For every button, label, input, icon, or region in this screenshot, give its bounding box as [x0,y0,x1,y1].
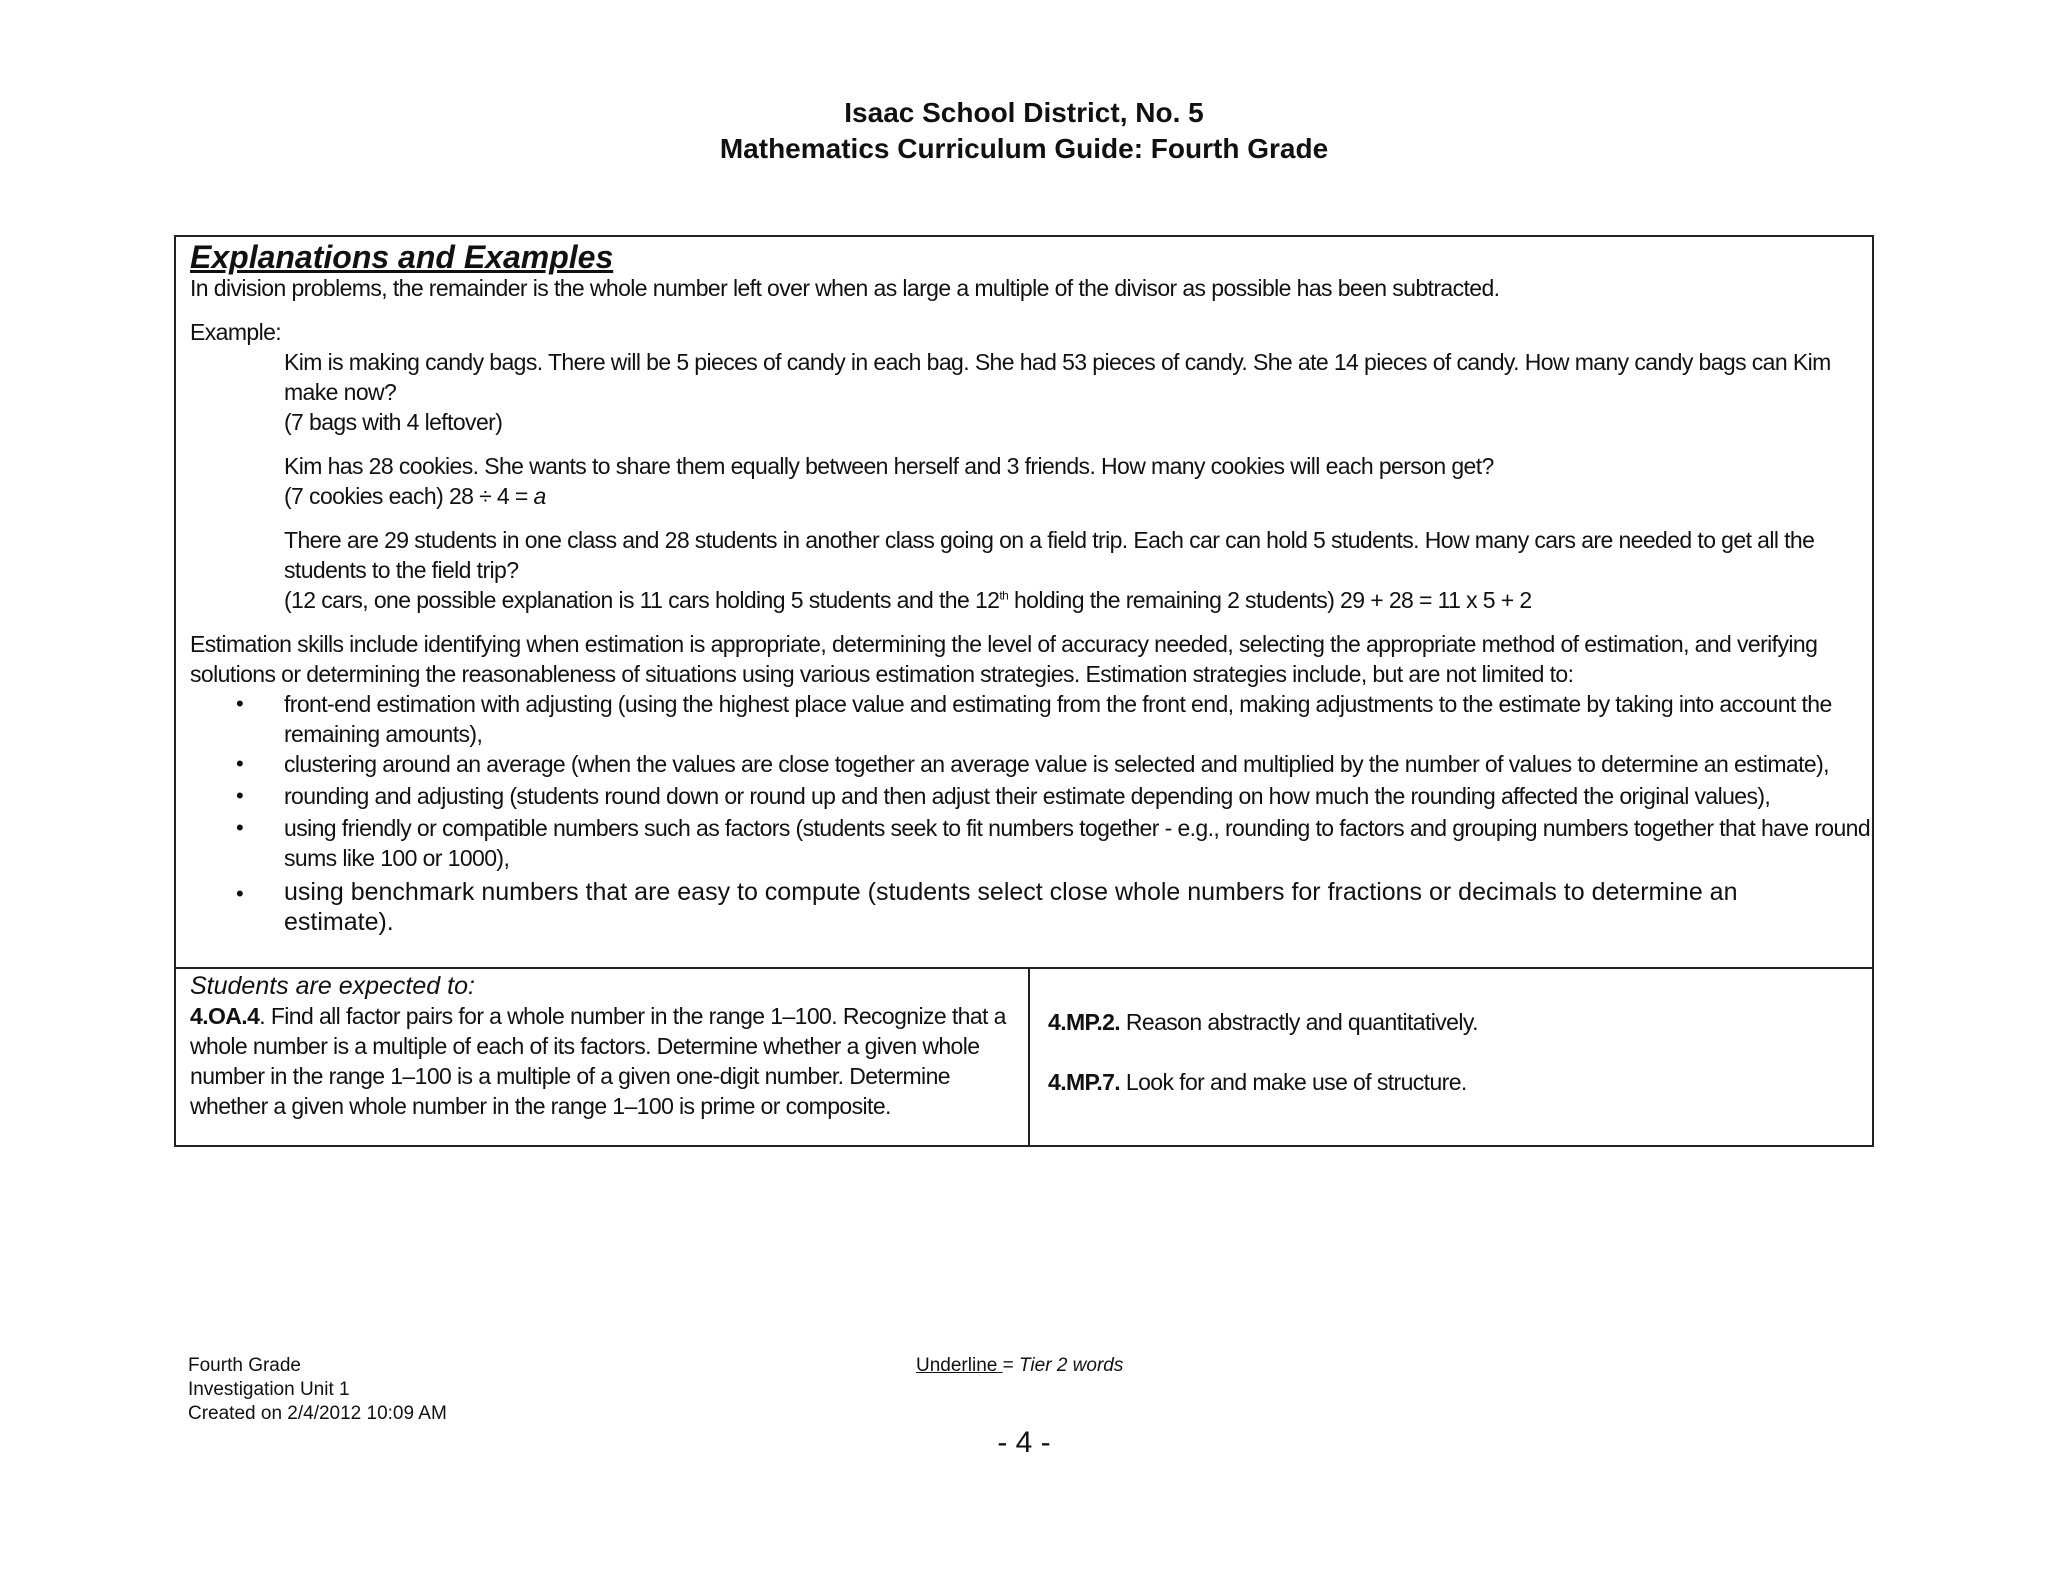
example-1-line: make now? [284,379,397,405]
guide-title: Mathematics Curriculum Guide: Fourth Grade [719,133,1329,164]
strategy-item: remaining amounts), [284,721,483,747]
example-label: Example: [190,319,282,345]
standard-text: 4.OA.4. Find all factor pairs for a whole number in the range 1–100. Recognize that a [190,1003,1006,1029]
strategy-item: clustering around an average (when the values are close together an average value is selected and multiplied by the number of values to determine an estimate), [284,751,1829,777]
strategy-item: front-end estimation with adjusting (using the highest place value and estimating from the front end, making adjustments to the estimate by taking into account the [284,691,1832,717]
standard-text: number in the range 1–100 is a multiple of a given one-digit number. Determine [190,1063,950,1089]
footer-grade: Fourth Grade [188,1355,301,1376]
example-3-line: There are 29 students in one class and 28 students in another class going on a field trip. Each car can hold 5 students. How many cars are needed to get all the [284,527,1815,553]
example-1-line: Kim is making candy bags. There will be 5 pieces of candy in each bag. She had 53 pieces of candy. She ate 14 pieces of candy. How many candy bags can Kim [284,349,1831,375]
intro-text: In division problems, the remainder is the whole number left over when as large a multiple of the divisor as possible has been subtracted. [190,275,1500,301]
example-3-line: students to the field trip? [284,557,519,583]
strategy-item: sums like 100 or 1000), [284,845,510,871]
standards-section [176,969,1872,1145]
footer-unit: Investigation Unit 1 [188,1379,350,1400]
page-number: - 4 - [997,1426,1051,1459]
bullet-icon: • [236,751,244,776]
standard-text: whether a given whole number in the range 1–100 is prime or composite. [190,1093,891,1119]
explanations-section [176,237,1872,969]
strategy-item: using benchmark numbers that are easy to compute (students select close whole numbers for fractions or decimals to determine an [284,878,1738,906]
district-title: Isaac School District, No. 5 [844,97,1204,128]
column-divider [1028,969,1030,1145]
bullet-icon: • [236,691,244,716]
strategy-item: using friendly or compatible numbers such as factors (students seek to fit numbers together - e.g., rounding to factors and grouping numbers together that have round [284,815,1871,841]
example-3-answer: (12 cars, one possible explanation is 11 cars holding 5 students and the 12th holding the remaining 2 students) 29 + 28 = 11 x 5 + 2 [284,587,1532,613]
bullet-icon: • [236,815,244,840]
legend: Underline = Tier 2 words [916,1355,1124,1376]
estimation-text: Estimation skills include identifying when estimation is appropriate, determining the level of accuracy needed, selecting the appropriate method of estimation, and verifying [190,631,1818,657]
estimation-text: solutions or determining the reasonableness of situations using various estimation strategies. Estimation strategies include, but are not limited to: [190,661,1574,687]
footer-created: Created on 2/4/2012 10:09 AM [188,1403,447,1424]
bullet-icon: • [236,783,244,808]
bullet-icon: • [236,881,244,906]
standard-text: whole number is a multiple of each of its factors. Determine whether a given whole [190,1033,980,1059]
example-2-line: Kim has 28 cookies. She wants to share them equally between herself and 3 friends. How many cookies will each person get? [284,453,1494,479]
standards-title: Students are expected to: [190,972,475,1000]
strategy-item: rounding and adjusting (students round down or round up and then adjust their estimate depending on how much the rounding affected the original values), [284,783,1771,809]
example-2-answer: (7 cookies each) 28 ÷ 4 = a [284,483,546,509]
strategy-item: estimate). [284,908,394,936]
example-1-answer: (7 bags with 4 leftover) [284,409,503,435]
section-title: Explanations and Examples [190,239,614,275]
footer-info [188,1354,447,1426]
math-practice: 4.MP.7. Look for and make use of structure. [1048,1069,1467,1095]
math-practice: 4.MP.2. Reason abstractly and quantitatively. [1048,1009,1478,1035]
content-table [174,235,1874,1147]
